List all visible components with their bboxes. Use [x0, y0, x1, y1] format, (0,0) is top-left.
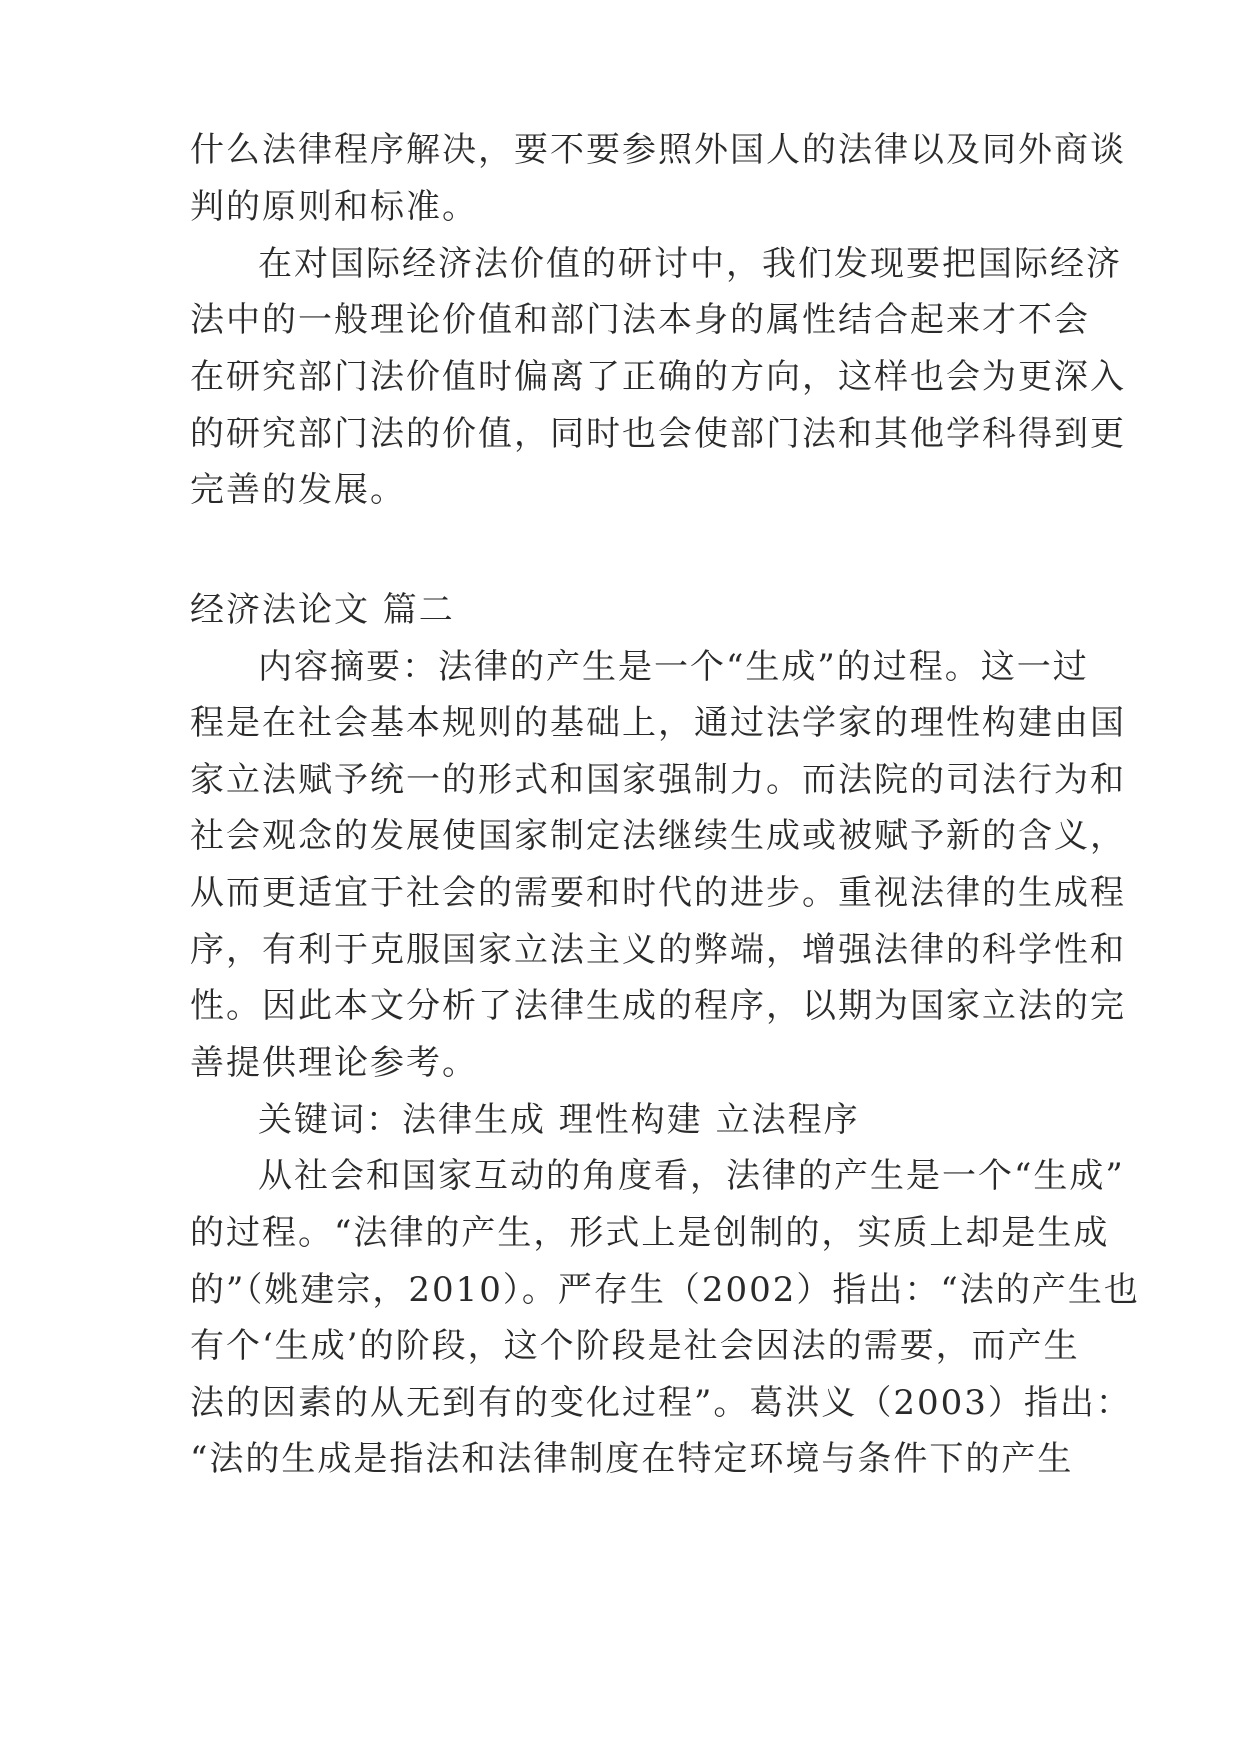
text-line: 有个‘生成’的阶段，这个阶段是社会因法的需要，而产生	[190, 1326, 1080, 1366]
text-line: 从社会和国家互动的角度看，法律的产生是一个“生成”	[258, 1156, 1125, 1196]
text-line: 序，有利于克服国家立法主义的弊端，增强法律的科学性和	[190, 930, 1126, 970]
text-line: 什么法律程序解决，要不要参照外国人的法律以及同外商谈	[190, 130, 1126, 170]
text-line: 在对国际经济法价值的研讨中，我们发现要把国际经济	[258, 244, 1122, 284]
text-line: 内容摘要：法律的产生是一个“生成”的过程。这一过	[258, 647, 1089, 687]
text-line: 经济法论文 篇二	[190, 590, 455, 630]
text-line: 关键词：法律生成 理性构建 立法程序	[258, 1100, 860, 1140]
text-line: 判的原则和标准。	[190, 187, 478, 227]
text-line: 家立法赋予统一的形式和国家强制力。而法院的司法行为和	[190, 760, 1126, 800]
text-line: 的研究部门法的价值，同时也会使部门法和其他学科得到更	[190, 414, 1126, 454]
text-line: “法的生成是指法和法律制度在特定环境与条件下的产生	[190, 1439, 1074, 1479]
text-line: 社会观念的发展使国家制定法继续生成或被赋予新的含义，	[190, 816, 1126, 856]
text-line: 性。因此本文分析了法律生成的程序，以期为国家立法的完	[190, 986, 1126, 1026]
text-line: 在研究部门法价值时偏离了正确的方向，这样也会为更深入	[190, 357, 1126, 397]
text-line: 从而更适宜于社会的需要和时代的进步。重视法律的生成程	[190, 873, 1126, 913]
text-line: 完善的发展。	[190, 470, 406, 510]
text-line: 程是在社会基本规则的基础上，通过法学家的理性构建由国	[190, 703, 1126, 743]
text-line: 法的因素的从无到有的变化过程”。葛洪义（2003）指出：	[190, 1383, 1132, 1423]
text-line: 善提供理论参考。	[190, 1043, 478, 1083]
text-line: 的”（姚建宗，2010）。严存生（2002）指出：“法的产生也	[190, 1270, 1140, 1310]
text-line: 的过程。“法律的产生，形式上是创制的，实质上却是生成	[190, 1213, 1110, 1253]
text-line: 法中的一般理论价值和部门法本身的属性结合起来才不会	[190, 300, 1090, 340]
